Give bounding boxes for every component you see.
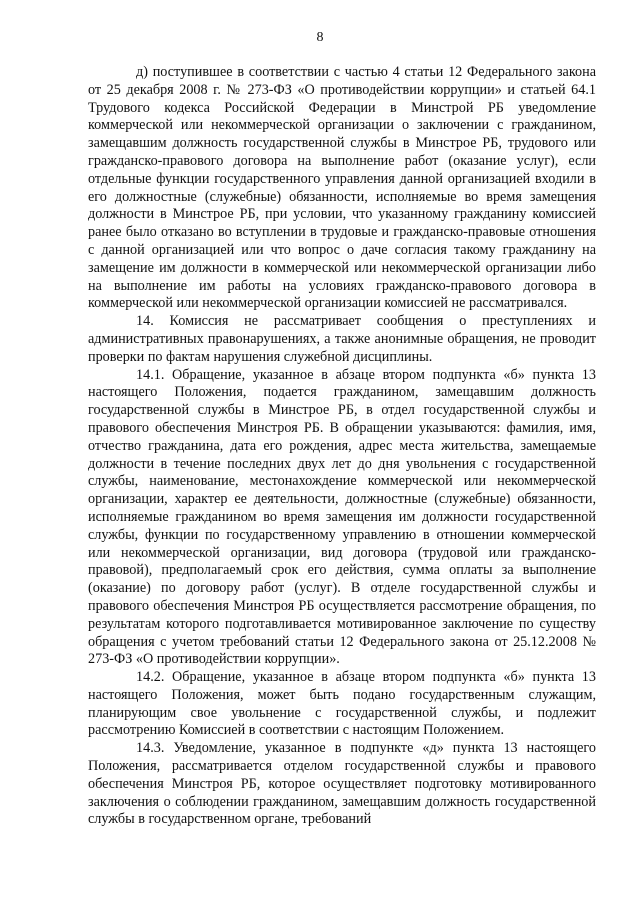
paragraph-14: 14. Комиссия не рассматривает сообщения о преступлениях и административных правонарушениях, а также анонимные обращения, не проводит проверки по фактам нарушения служебной дисциплины.	[88, 313, 596, 365]
document-body	[88, 64, 596, 829]
paragraph-13d: д) поступившее в соответствии с частью 4 статьи 12 Федерального закона от 25 декабря 2008 г. № 273-ФЗ «О противодействии коррупции» и статьей 64.1 Трудового кодекса Российской Федерации в Минстрой РБ уведомление коммерческой или некоммерческой организации о заключении с гражданином, замещавшим должность государственной службы в Минстрое РБ, трудового или гражданско-правового договора на выполнение работ (оказание услуг), если отдельные функции государственного управления данной организацией входили в его должностные (служебные) обязанности, исполняемые во время замещения должности в Минстрое РБ, при условии, что указанному гражданину комиссией ранее было отказано во вступлении в трудовые и гражданско-правовые отношения с данной организацией или что вопрос о даче согласия такому гражданину на замещение им должности в коммерческой или некоммерческой организации либо на выполнение им работы на условиях гражданско-правового договора в коммерческой или некоммерческой организации комиссией не рассматривался.	[88, 64, 596, 312]
paragraph-14-1: 14.1. Обращение, указанное в абзаце втором подпункта «б» пункта 13 настоящего Положения, подается гражданином, замещавшим должность государственной службы в Минстрое РБ, в отдел государственной службы и правового обеспечения Минстроя РБ. В обращении указываются: фамилия, имя, отчество гражданина, дата его рождения, адрес места жительства, замещаемые должности в течение последних двух лет до дня увольнения с государственной службы, наименование, местонахождение коммерческой или некоммерческой организации, характер ее деятельности, должностные (служебные) обязанности, исполняемые гражданином во время замещения им должности государственной службы, функции по государственному управлению в отношении коммерческой или некоммерческой организации, вид договора (трудовой или гражданско-правовой), предполагаемый срок его действия, сумма оплаты за выполнение (оказание) по договору работ (услуг). В отделе государственной службы и правового обеспечения Минстроя РБ осуществляется рассмотрение обращения, по результатам которого подготавливается мотивированное заключение по существу обращения с учетом требований статьи 12 Федерального закона от 25.12.2008 № 273-ФЗ «О противодействии коррупции».	[88, 366, 596, 668]
paragraph-14-2: 14.2. Обращение, указанное в абзаце втором подпункта «б» пункта 13 настоящего Положения, может быть подано государственным служащим, планирующим свое увольнение с государственной службы, и подлежит рассмотрению Комиссией в соответствии с настоящим Положением.	[88, 669, 596, 739]
paragraph-14-3: 14.3. Уведомление, указанное в подпункте «д» пункта 13 настоящего Положения, рассматривается отделом государственной службы и правового обеспечения Минстроя РБ, которое осуществляет подготовку мотивированного заключения о соблюдении гражданином, замещавшим должность государственной службы в государственном органе, требований	[88, 740, 596, 828]
page-number: 8	[316, 30, 324, 45]
